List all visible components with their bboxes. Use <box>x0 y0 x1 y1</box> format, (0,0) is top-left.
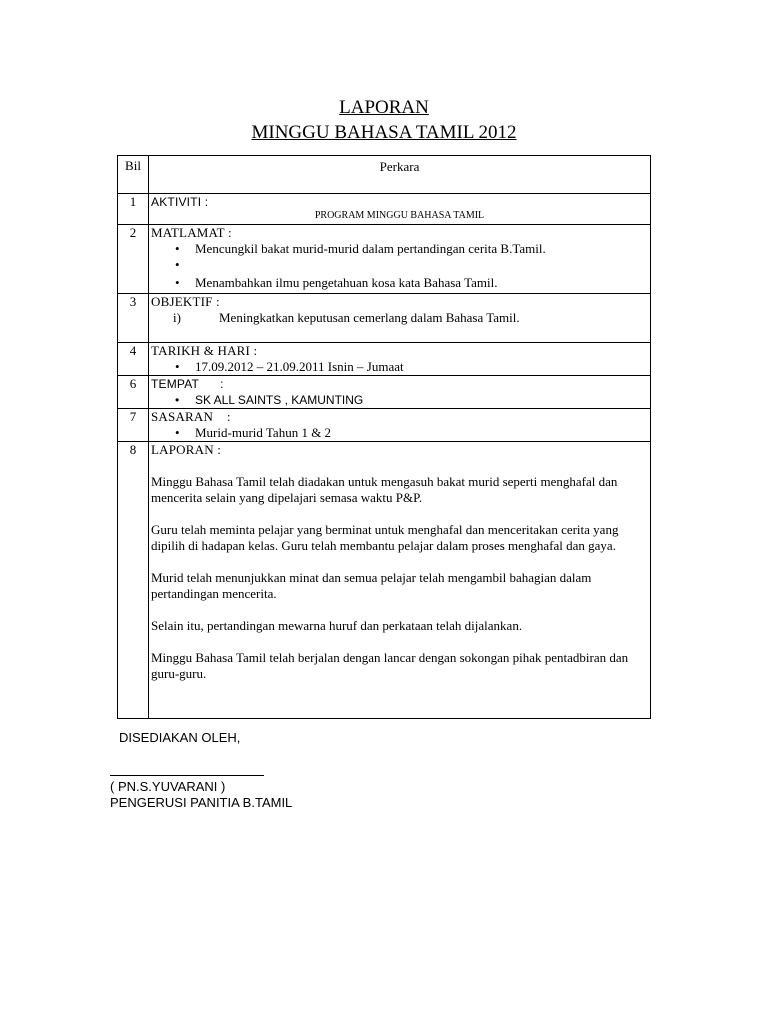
signatory-name: ( PN.S.YUVARANI ) <box>110 779 226 794</box>
row-content <box>149 409 651 442</box>
row-number: 2 <box>118 225 149 294</box>
row-content <box>149 442 651 719</box>
row-number: 4 <box>118 343 149 376</box>
aktiviti-label: AKTIVITI : <box>151 195 209 209</box>
table-row-aktiviti <box>118 194 651 225</box>
list-item: • Menambahkan ilmu pengetahuan kosa kata Bahasa Tamil. <box>195 275 648 291</box>
row-content <box>149 225 651 294</box>
tempat-label: TEMPAT : <box>151 377 224 391</box>
laporan-paragraph: Selain itu, pertandingan mewarna huruf dan perkataan telah dijalankan. <box>151 618 523 633</box>
prepared-by-label: DISEDIAKAN OLEH, <box>119 730 241 745</box>
sasaran-list <box>151 425 648 441</box>
row-content <box>149 294 651 343</box>
row-number: 8 <box>118 442 149 719</box>
row-content <box>149 376 651 409</box>
objektif-label: OBJEKTIF : <box>151 294 220 309</box>
list-item: • SK ALL SAINTS , KAMUNTING <box>195 392 648 408</box>
laporan-paragraph: Murid telah menunjukkan minat dan semua pelajar telah mengambil bahagian dalam pertandingan mencerita. <box>151 570 592 601</box>
table-row-tarikh <box>118 343 651 376</box>
row-content <box>149 194 651 225</box>
signatory-position: PENGERUSI PANITIA B.TAMIL <box>110 795 293 810</box>
table-row-tempat <box>118 376 651 409</box>
table-header-row <box>118 156 651 194</box>
table-row-objektif <box>118 294 651 343</box>
row-number: 6 <box>118 376 149 409</box>
row-number: 1 <box>118 194 149 225</box>
laporan-paragraph: Guru telah meminta pelajar yang berminat untuk menghafal dan menceritakan cerita yang dipilih di hadapan kelas. Guru telah membantu pelajar dalam proses menghafal dan gaya. <box>151 522 619 553</box>
objektif-numeral: i) <box>173 310 181 325</box>
row-number: 3 <box>118 294 149 343</box>
matlamat-list <box>151 241 648 291</box>
laporan-paragraph: Minggu Bahasa Tamil telah berjalan dengan lancar dengan sokongan pihak pentadbiran dan guru-guru. <box>151 650 629 681</box>
row-content <box>149 343 651 376</box>
report-subtitle: MINGGU BAHASA TAMIL 2012 <box>251 122 517 143</box>
table-row-laporan <box>118 442 651 719</box>
matlamat-label: MATLAMAT : <box>151 225 232 240</box>
row-number: 7 <box>118 409 149 442</box>
aktiviti-detail: PROGRAM MINGGU BAHASA TAMIL <box>314 210 485 221</box>
objektif-text: Meningkatkan keputusan cemerlang dalam Bahasa Tamil. <box>219 310 520 325</box>
list-item: • 17.09.2012 – 21.09.2011 Isnin – Jumaat <box>195 359 648 375</box>
tempat-list <box>151 392 648 408</box>
tarikh-label: TARIKH & HARI : <box>151 343 258 358</box>
report-table <box>117 155 651 719</box>
list-item: • Murid-murid Tahun 1 & 2 <box>195 425 648 441</box>
column-header-bil: Bil <box>118 156 149 194</box>
sasaran-label: SASARAN : <box>151 409 231 424</box>
tarikh-list <box>151 359 648 375</box>
table-row-matlamat <box>118 225 651 294</box>
table-row-sasaran <box>118 409 651 442</box>
laporan-paragraph: Minggu Bahasa Tamil telah diadakan untuk mengasuh bakat murid seperti menghafal dan mencerita selain yang dipelajari semasa waktu P&P. <box>151 474 618 505</box>
signature-line <box>110 775 264 776</box>
column-header-perkara: Perkara <box>149 156 651 194</box>
objektif-item <box>151 310 648 326</box>
laporan-label: LAPORAN : <box>151 442 222 457</box>
report-title: LAPORAN <box>339 97 429 118</box>
list-item: • Mencungkil bakat murid-murid dalam pertandingan cerita B.Tamil. <box>195 241 648 257</box>
list-spacer <box>195 257 648 275</box>
